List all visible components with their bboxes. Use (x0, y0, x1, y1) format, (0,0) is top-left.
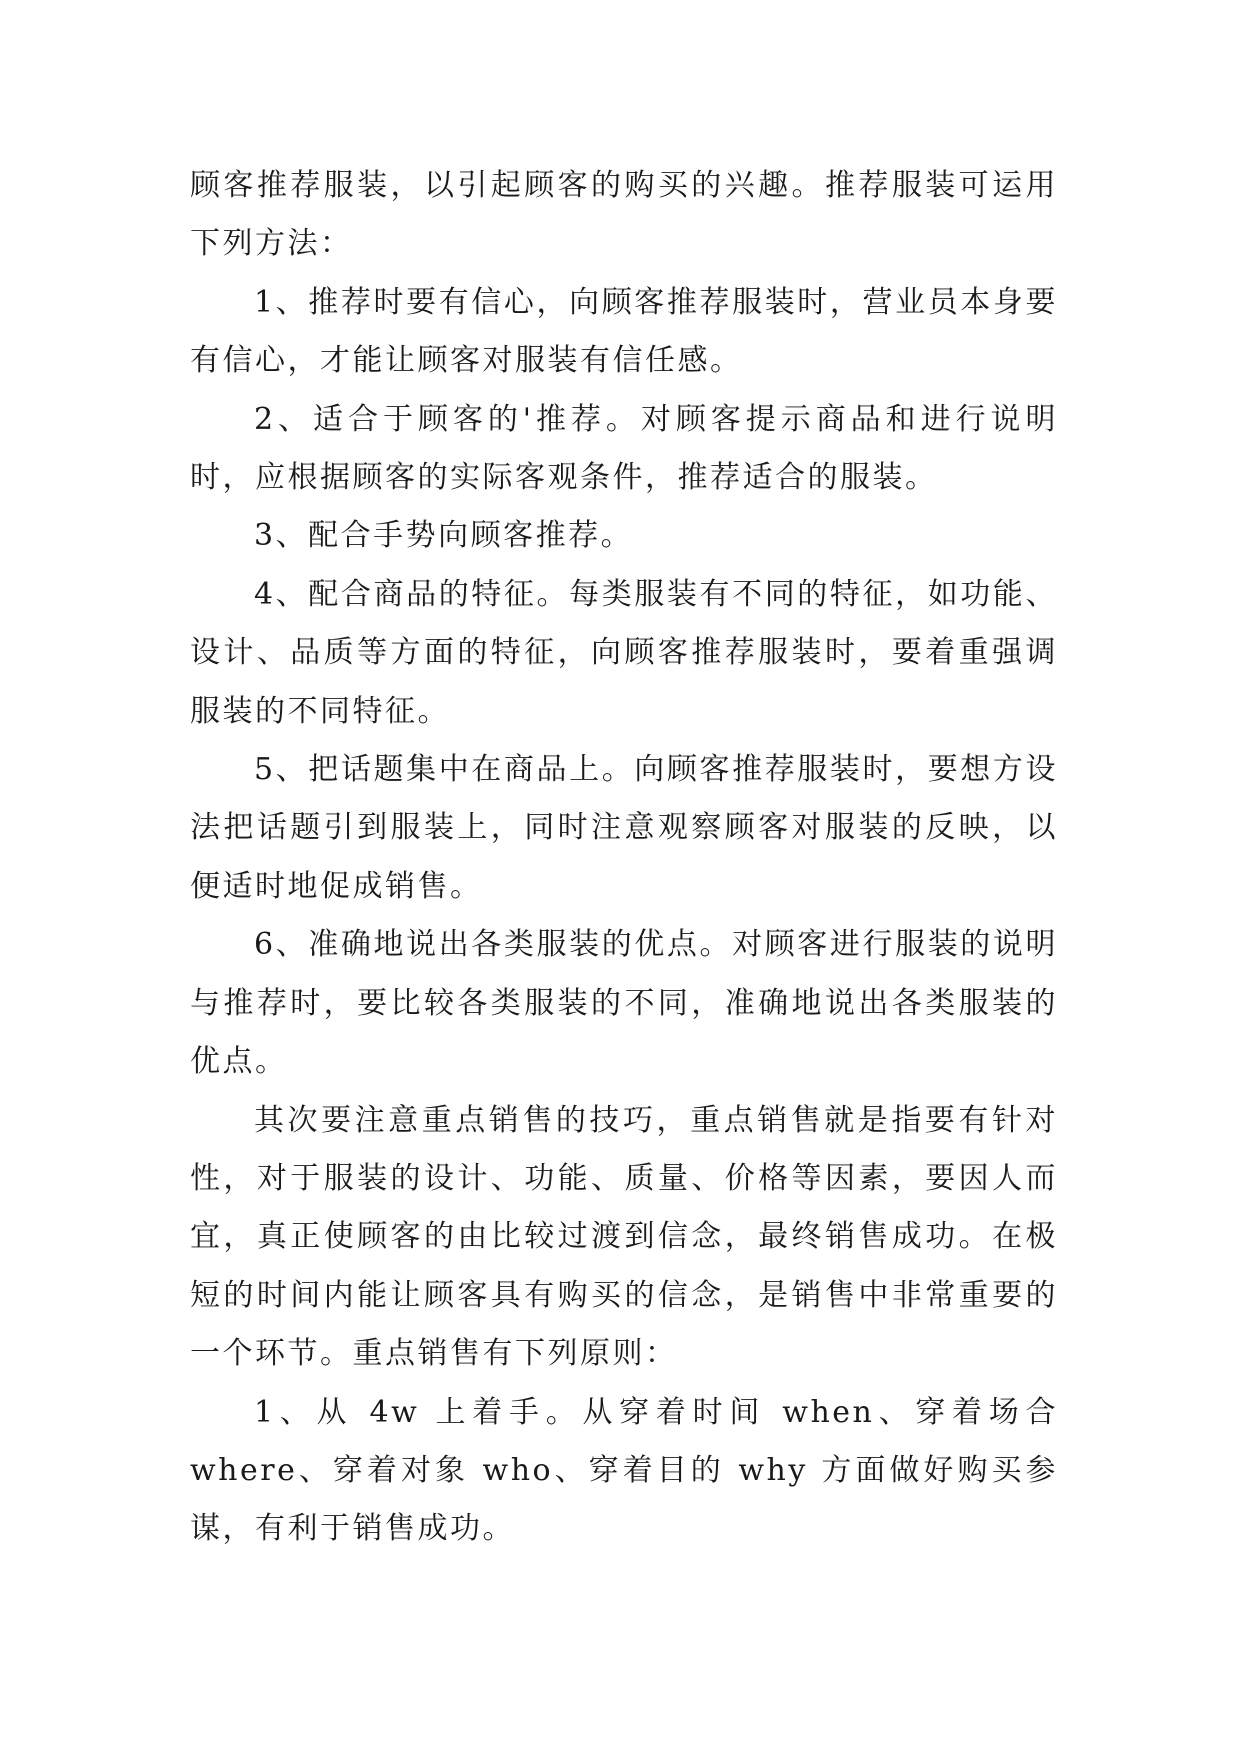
paragraph-item-2: 2、适合于顾客的'推荐。对顾客提示商品和进行说明时，应根据顾客的实际客观条件，推荐适合的服装。 (190, 401, 1058, 496)
paragraph-item-3: 3、配合手势向顾客推荐。 (254, 518, 634, 554)
document-body (190, 157, 1058, 1559)
paragraph-item-4: 4、配合商品的特征。每类服装有不同的特征，如功能、设计、品质等方面的特征，向顾客推荐服装时，要着重强调服装的不同特征。 (190, 576, 1058, 729)
paragraph-principle-1: 1、从 4w 上着手。从穿着时间 when、穿着场合 where、穿着对象 who、穿着目的 why 方面做好购买参谋，有利于销售成功。 (190, 1394, 1058, 1547)
paragraph-item-5: 5、把话题集中在商品上。向顾客推荐服装时，要想方设法把话题引到服装上，同时注意观察顾客对服装的反映，以便适时地促成销售。 (190, 752, 1058, 904)
paragraph-intro: 顾客推荐服装，以引起顾客的购买的兴趣。推荐服装可运用下列方法： (190, 168, 1058, 262)
paragraph-item-6: 6、准确地说出各类服装的优点。对顾客进行服装的说明与推荐时，要比较各类服装的不同，准确地说出各类服装的优点。 (190, 927, 1058, 1080)
paragraph-key-sales: 其次要注意重点销售的技巧，重点销售就是指要有针对性，对于服装的设计、功能、质量、价格等因素，要因人而宜，真正使顾客的由比较过渡到信念，最终销售成功。在极短的时间内能让顾客具有购买的信念，是销售中非常重要的一个环节。重点销售有下列原则： (190, 1102, 1058, 1372)
paragraph-item-1: 1、推荐时要有信心，向顾客推荐服装时，营业员本身要有信心，才能让顾客对服装有信任感。 (190, 284, 1058, 379)
